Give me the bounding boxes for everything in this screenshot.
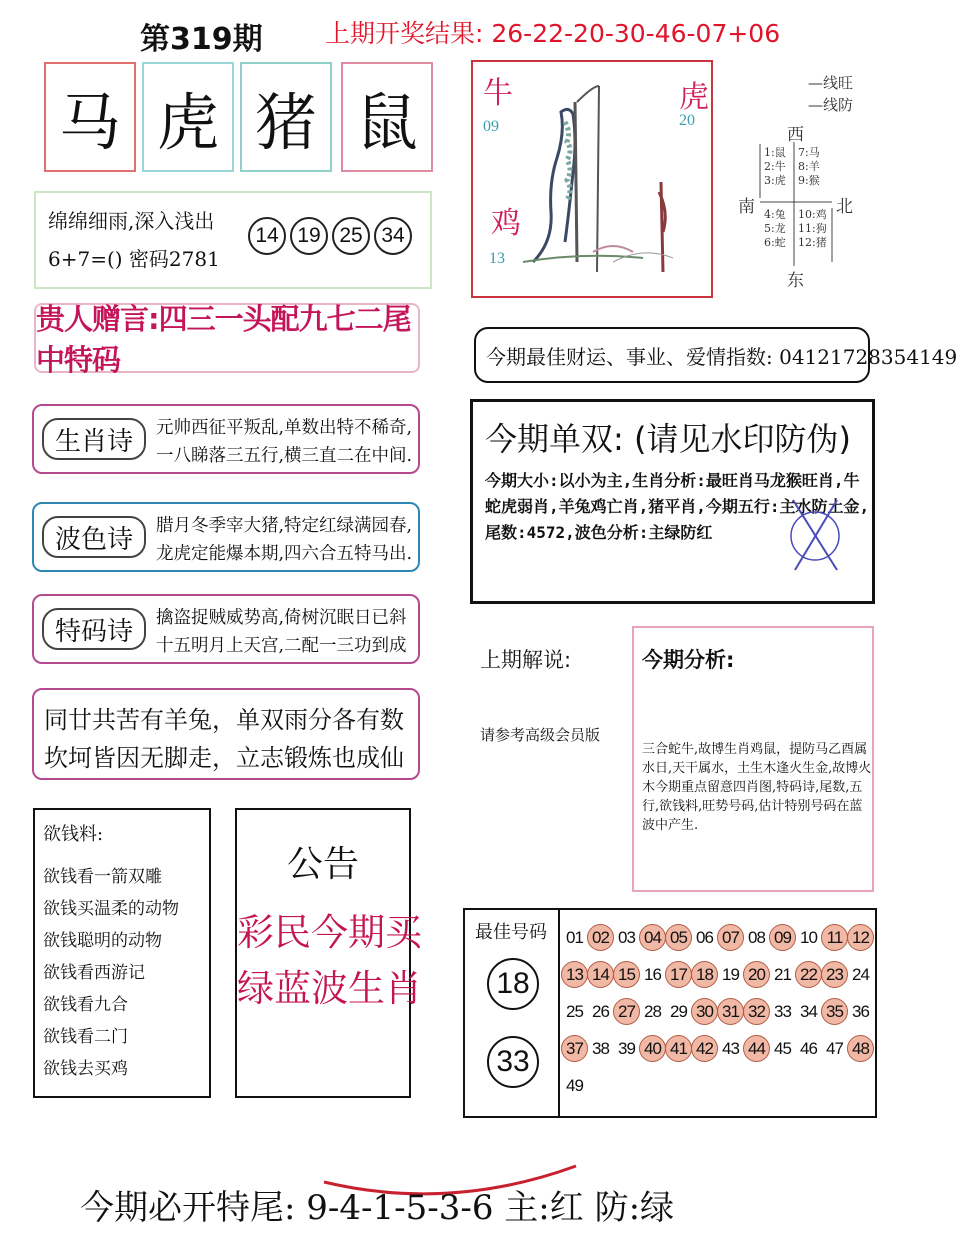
number-cell: 21 [774, 964, 791, 984]
number-cell: 24 [852, 964, 869, 984]
number-cell: 08 [748, 927, 765, 947]
number-cell: 14 [587, 961, 614, 988]
number-cell: 29 [670, 1001, 687, 1021]
number-cell: 07 [717, 924, 744, 951]
number-cell: 34 [800, 1001, 817, 1021]
number-cell: 33 [774, 1001, 791, 1021]
compass-cell-text: 10:鸡 [798, 208, 827, 221]
number-cell: 30 [691, 998, 718, 1025]
compass-cell-text: 8:羊 [798, 160, 820, 173]
number-cell: 02 [587, 924, 614, 951]
compass-cell [764, 146, 786, 188]
number-cell: 39 [618, 1038, 635, 1058]
picture-number: 13 [489, 250, 505, 267]
number-cell: 10 [800, 927, 817, 947]
compass-cell-text: 1:鼠 [764, 146, 786, 159]
picture-zodiac: 鸡 [491, 206, 521, 241]
intro-number: 34 [374, 217, 412, 255]
number-cell: 45 [774, 1038, 791, 1058]
number-cell: 22 [795, 961, 822, 988]
last-explain-title: 上期解说: [480, 648, 572, 672]
number-cell: 04 [639, 924, 666, 951]
number-cell: 09 [769, 924, 796, 951]
analysis-box [632, 626, 874, 892]
intro-number: 14 [248, 217, 286, 255]
poem-line: 一八睇落三五行,横三直二在中间. [156, 446, 413, 466]
number-cell: 43 [722, 1038, 739, 1058]
number-cell: 40 [639, 1035, 666, 1062]
picture-number: 09 [483, 118, 499, 135]
number-cell: 23 [821, 961, 848, 988]
money-title: 欲钱料: [43, 824, 104, 845]
poem-label: 特码诗 [42, 608, 146, 650]
number-cell: 26 [592, 1001, 609, 1021]
number-cell: 31 [717, 998, 744, 1025]
best-big-number: 18 [487, 958, 539, 1010]
poem-label: 生肖诗 [42, 418, 146, 460]
number-cell: 11 [821, 924, 848, 951]
compass-east: 东 [787, 271, 804, 291]
intro-line2: 6+7=() 密码2781 [48, 247, 220, 271]
number-cell: 03 [618, 927, 635, 947]
number-cell: 28 [644, 1001, 661, 1021]
compass-cell [764, 208, 786, 250]
verse-line: 同廿共苦有羊兔，单双雨分各有数 [44, 706, 404, 734]
number-cell: 44 [743, 1035, 770, 1062]
compass-cell-text: 5:龙 [764, 222, 786, 235]
compass-south: 南 [738, 197, 755, 217]
number-cell: 47 [826, 1038, 843, 1058]
verse-line: 坎坷皆因无脚走，立志锻炼也成仙 [44, 744, 404, 772]
compass-cell [798, 146, 820, 188]
number-cell: 17 [665, 961, 692, 988]
zodiac-poem [32, 404, 420, 474]
money-list [33, 808, 211, 1098]
number-cell: 25 [566, 1001, 583, 1021]
best-big-number: 33 [487, 1036, 539, 1088]
compass-cell [798, 208, 827, 250]
sketch-illustration [473, 62, 711, 296]
number-cell: 16 [644, 964, 661, 984]
issue-number: 第319期 [140, 22, 263, 57]
intro-number: 19 [290, 217, 328, 255]
number-cell: 41 [665, 1035, 692, 1062]
number-cell: 06 [696, 927, 713, 947]
single-double-box [470, 399, 875, 604]
member-reference: 请参考高级会员版 [480, 726, 601, 744]
number-cell: 48 [847, 1035, 874, 1062]
number-cell: 19 [722, 964, 739, 984]
number-cell: 12 [847, 924, 874, 951]
zodiac-box: 马 [44, 62, 136, 172]
compass-cell-text: 7:马 [798, 146, 820, 159]
number-cell: 13 [561, 961, 588, 988]
zodiac-box: 鼠 [341, 62, 433, 172]
number-cell: 05 [665, 924, 692, 951]
notice-title: 公告 [286, 844, 359, 885]
compass-cell-text: 9:猴 [798, 174, 820, 187]
intro-line1: 绵绵细雨,深入浅出 [48, 209, 215, 233]
money-item: 欲钱看一箭双雕 [43, 867, 162, 887]
compass-cell-text: 4:兔 [764, 208, 786, 221]
poem-label: 波色诗 [42, 516, 146, 558]
gift-banner: 贵人赠言:四三一头配九七二尾中特码 [34, 303, 420, 373]
zodiac-box: 虎 [142, 62, 234, 172]
compass-cell-text: 3:虎 [764, 174, 786, 187]
compass-north: 北 [836, 197, 853, 217]
money-item: 欲钱买温柔的动物 [43, 899, 179, 919]
number-cell: 18 [691, 961, 718, 988]
analysis-title: 今期分析: [642, 648, 735, 672]
legend-guard: —线防 [808, 96, 854, 114]
fortune-index: 今期最佳财运、事业、爱情指数: 04121728354149 [474, 327, 870, 383]
poem-line: 元帅西征平叛乱,单数出特不稀奇, [156, 418, 413, 438]
poem-line: 擒盗捉贼威势高,倚树沉眠日已斜 [156, 608, 407, 628]
number-cell: 20 [743, 961, 770, 988]
number-cell: 42 [691, 1035, 718, 1062]
number-cell: 37 [561, 1035, 588, 1062]
compass-cell-text: 6:蛇 [764, 236, 786, 249]
number-cell: 15 [613, 961, 640, 988]
picture-zodiac: 虎 [679, 80, 709, 115]
number-cell: 35 [821, 998, 848, 1025]
number-cell: 46 [800, 1038, 817, 1058]
analysis-body: 三合蛇牛,故博生肖鸡鼠，提防马乙酉属水日,天干属水，土生木逢火生金,故博火木今期重点留意四肖图,特码诗,尾数,五行,欲钱料,旺势号码,估计特别号码在蓝波中产生. [642, 742, 872, 833]
compass-west: 西 [787, 125, 804, 145]
poem-line: 十五明月上天宫,二配一三功到成 [156, 636, 407, 656]
watermark-icon [785, 490, 845, 580]
best-numbers-box [463, 908, 877, 1118]
number-cell: 36 [852, 1001, 869, 1021]
poem-line: 龙虎定能爆本期,四六合五特马出. [156, 544, 413, 564]
compass-cell-text: 2:牛 [764, 160, 786, 173]
money-item: 欲钱聪明的动物 [43, 931, 162, 951]
poem-line: 腊月冬季宰大猪,特定红绿满园春, [156, 516, 413, 536]
number-cell: 01 [566, 927, 583, 947]
notice-line: 绿蓝波生肖 [237, 967, 422, 1010]
intro-number: 25 [332, 217, 370, 255]
number-cell: 32 [743, 998, 770, 1025]
best-label: 最佳号码 [475, 922, 547, 943]
money-item: 欲钱看西游记 [43, 963, 145, 983]
footer-tail-numbers: 今期必开特尾: 9-4-1-5-3-6 主:红 防:绿 [80, 1188, 675, 1228]
notice-box [235, 808, 422, 1098]
number-cell: 27 [613, 998, 640, 1025]
picture-number: 20 [679, 112, 695, 129]
money-item: 欲钱看二门 [43, 1027, 128, 1047]
intro-box [34, 191, 432, 289]
compass-cell-text: 12:猪 [798, 236, 827, 249]
notice-line: 彩民今期买 [237, 911, 422, 954]
last-result: 上期开奖结果: 26-22-20-30-46-07+06 [325, 19, 781, 48]
number-cell: 38 [592, 1038, 609, 1058]
money-item: 欲钱看九合 [43, 995, 128, 1015]
picture-zodiac: 牛 [483, 76, 513, 111]
four-zodiac-picture [471, 60, 713, 298]
legend-strong: —线旺 [808, 74, 854, 92]
zodiac-box: 猪 [240, 62, 332, 172]
compass-cell-text: 11:狗 [798, 222, 827, 235]
number-cell: 49 [566, 1075, 583, 1095]
color-poem [32, 502, 420, 572]
money-item: 欲钱去买鸡 [43, 1059, 128, 1079]
best-divider [558, 910, 560, 1116]
special-poem [32, 594, 420, 664]
verse-box [32, 688, 420, 780]
single-double-head: 今期单双: (请见水印防伪) [485, 420, 851, 458]
single-double-body: 今期大小:以小为主,生肖分析:最旺肖马龙猴旺肖,牛蛇虎弱肖,羊兔鸡亡肖,猪平肖,今期五行:主水防土金,尾数:4572,波色分析:主绿防红 [485, 471, 870, 542]
